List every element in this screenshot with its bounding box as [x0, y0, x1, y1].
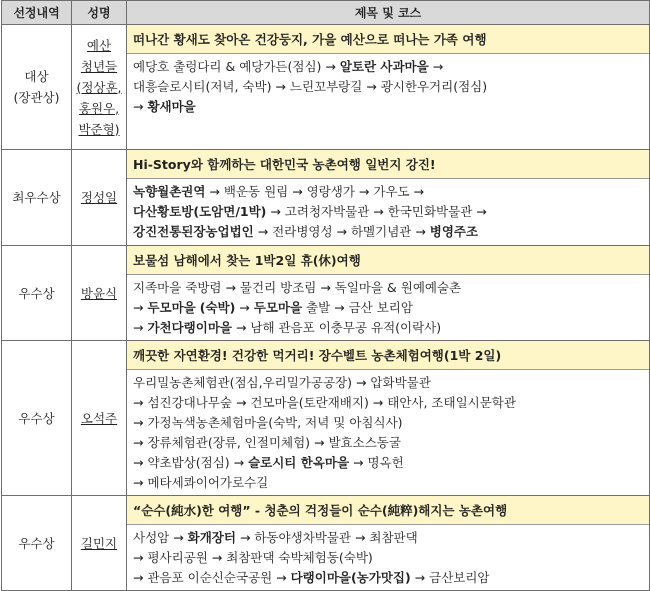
entry-title: “순수(純水)한 여행” - 청춘의 걱정들이 순수(純粹)해지는 농촌여행 — [127, 496, 649, 525]
award-cell — [2, 341, 72, 496]
award-text: (장관상) — [13, 90, 60, 105]
name-text: 방윤식 — [80, 285, 118, 301]
course-stop-highlight: 녹향월촌권역 — [133, 184, 206, 199]
course-text: → 장류체험관(장류, 인절미체험) → 발효소스동굴 — [133, 435, 401, 450]
table-row — [2, 246, 650, 341]
course-text: 대흥슬로시티(저녁, 숙박) → 느린꼬부랑길 → 광시한우거리(점심) — [133, 79, 488, 94]
course-route — [127, 179, 649, 244]
name-text: 오석주 — [80, 410, 118, 426]
course-line — [133, 568, 643, 588]
name-text: 박준형) — [78, 121, 120, 137]
course-stop-highlight: 병영주조 — [429, 224, 479, 239]
course-line — [133, 413, 643, 433]
course-line — [133, 202, 643, 222]
course-text: → 백운동 원림 → 영랑생가 → 가우도 → — [205, 184, 425, 199]
name-text: 청년들 — [80, 58, 118, 74]
course-stop-highlight: 알토란 사과마을 — [339, 59, 429, 74]
name-text: 예산 — [86, 37, 112, 53]
course-text: → 고려청자박물관 → 한국민화박물관 → — [266, 204, 487, 219]
course-text: → — [133, 300, 148, 315]
award-cell — [2, 246, 72, 341]
course-line — [133, 222, 643, 242]
course-line — [133, 77, 643, 97]
content-cell — [127, 496, 650, 591]
course-line — [133, 433, 643, 453]
course-text: → 섬진강대나무숲 → 건모마을(토란재배지) → 태안사, 조태일시문학관 — [133, 395, 516, 410]
course-route — [127, 525, 649, 590]
course-line — [133, 373, 643, 393]
course-stop-highlight: 강진전통된장농업법인 — [133, 224, 254, 239]
course-route — [127, 54, 649, 119]
course-line — [133, 393, 643, 413]
award-text: 우수상 — [18, 285, 55, 301]
entry-title: Hi-Story와 함께하는 대한민국 농촌여행 일번지 강진! — [127, 150, 649, 179]
content-cell — [127, 25, 650, 150]
course-text: 우리밀농촌체험관(점심,우리밀가공공장) → 압화박물관 — [133, 375, 431, 390]
name-cell — [72, 150, 127, 246]
course-stop-highlight: 화개장터 — [187, 530, 236, 545]
course-stop-highlight: 두모마을 — [147, 300, 196, 315]
table-row — [2, 150, 650, 246]
course-stop-highlight: 황새마을 — [147, 99, 196, 114]
course-line — [133, 318, 643, 338]
course-stop-highlight: 두모마을 — [253, 300, 303, 315]
course-line — [133, 548, 643, 568]
header-name: 성명 — [72, 1, 127, 25]
course-line — [133, 473, 643, 493]
course-text: 출발 → 금산 보리암 — [302, 300, 413, 315]
name-text: 정성일 — [80, 190, 118, 205]
course-stop-highlight: 다산황토방(도암면/1박) — [133, 204, 267, 219]
course-text: 지족마을 죽방렴 → 물건리 방조림 → 독일마을 & 원예예술촌 — [133, 280, 462, 295]
name-cell — [72, 496, 127, 591]
award-cell — [2, 150, 72, 246]
table-row — [2, 496, 650, 591]
name-text: 길민지 — [80, 535, 118, 551]
name-text: (정상훈, — [76, 79, 122, 95]
course-text: → — [133, 320, 148, 335]
course-line — [133, 57, 643, 77]
content-cell — [127, 150, 650, 246]
course-line — [133, 453, 643, 473]
course-line — [133, 528, 643, 548]
course-text: 사성암 → — [133, 530, 188, 545]
entry-title: 깨끗한 자연환경! 건강한 먹거리! 장수벨트 농촌체험여행(1박 2일) — [127, 341, 649, 370]
course-text: → 메타세콰이어가로수길 — [133, 475, 269, 490]
course-line — [133, 298, 643, 318]
course-text: → — [235, 300, 254, 315]
header-row — [2, 1, 650, 25]
course-route — [127, 275, 649, 340]
name-cell — [72, 341, 127, 496]
award-text: 대상 — [24, 69, 49, 84]
course-stop-highlight: (숙박) — [199, 300, 236, 315]
entry-title: 떠나간 황새도 찾아온 건강둥지, 가을 예산으로 떠나는 가족 여행 — [127, 25, 649, 54]
course-line — [133, 182, 643, 202]
course-stop-highlight: 슬로시티 한옥마을 — [248, 455, 350, 470]
course-text: → 약초밥상(점심) → — [133, 455, 249, 470]
name-cell — [72, 25, 127, 150]
course-stop-highlight: 가천다랭이마을 — [147, 320, 232, 335]
award-cell — [2, 496, 72, 591]
course-text: → 명옥헌 — [349, 455, 404, 470]
course-text: → 가정녹색농촌체험마을(숙박, 저녁 및 아침식사) — [133, 415, 403, 430]
header-award: 선정내역 — [2, 1, 72, 25]
course-route — [127, 370, 649, 495]
table-row — [2, 25, 650, 150]
course-stop-highlight: 다랭이마을(농가맛집) — [290, 570, 411, 585]
name-cell — [72, 246, 127, 341]
entry-title: 보물섬 남해에서 찾는 1박2일 휴(休)여행 — [127, 246, 649, 275]
course-text: 예당호 출렁다리 & 예당가든(점심) → — [133, 59, 340, 74]
course-text: → — [428, 59, 444, 74]
course-text: → — [133, 99, 148, 114]
header-title-course: 제목 및 코스 — [127, 1, 650, 25]
course-text: → 하동야생차박물관 → 최참판댁 — [235, 530, 418, 545]
course-text: → 평사리공원 → 최참판댁 숙박체험동(숙박) — [133, 550, 373, 565]
content-cell — [127, 246, 650, 341]
table-row — [2, 341, 650, 496]
course-line — [133, 278, 643, 298]
course-text: → 금산보리암 — [410, 570, 490, 585]
award-cell — [2, 25, 72, 150]
course-text: → 관음포 이순신순국공원 → — [133, 570, 291, 585]
name-text: 홍원우, — [78, 100, 120, 116]
award-text: 최우수상 — [12, 190, 61, 205]
course-text: → 남해 관음포 이충무공 유적(이락사) — [231, 320, 442, 335]
award-text: 우수상 — [18, 535, 55, 551]
award-table — [1, 0, 650, 591]
course-line — [133, 97, 643, 117]
course-text: → 전라병영성 → 하멜기념관 → — [253, 224, 430, 239]
content-cell — [127, 341, 650, 496]
award-text: 우수상 — [18, 410, 55, 426]
